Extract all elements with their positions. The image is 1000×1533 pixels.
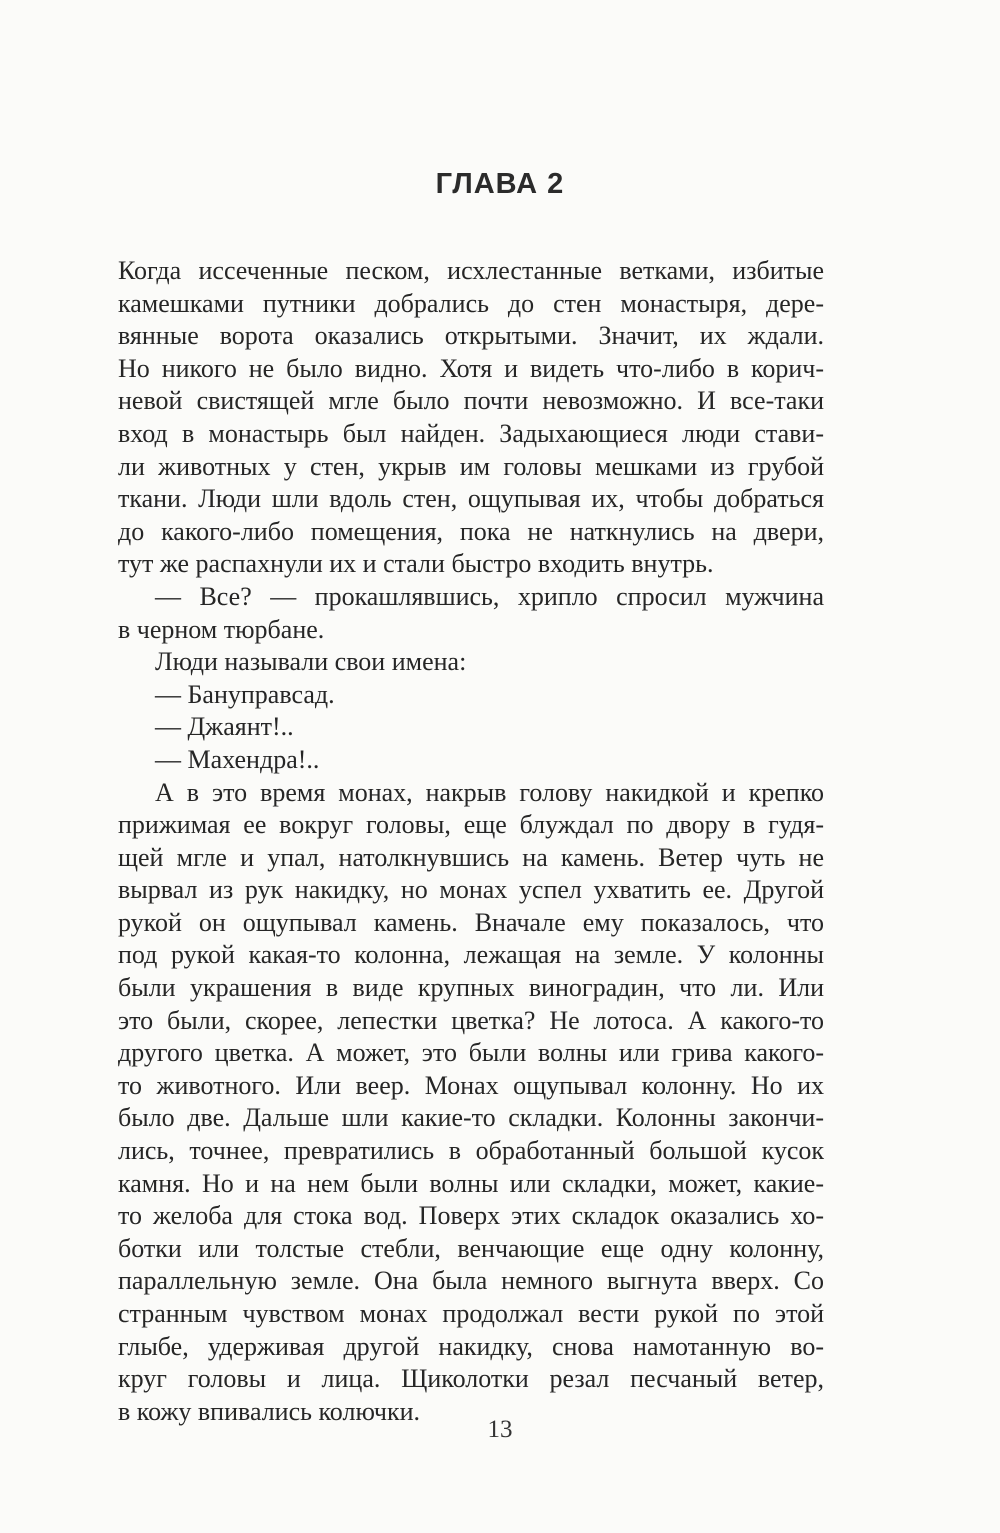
text-line: — Бануправсад. [155,679,335,709]
text-line: вход в монастырь был найден. Задыхающиеся люди стави- [118,418,824,448]
body-text [118,255,824,1428]
text-line: рукой он ощупывал камень. Вначале ему показалось, что [118,907,824,937]
text-line: глыбе, удерживая другой накидку, снова намотанную во- [118,1331,824,1361]
text-line: ли животных у стен, укрыв им головы мешками из грубой [118,451,824,481]
text-line: круг головы и лица. Щиколотки резал песчаный ветер, [118,1364,824,1394]
text-line: Когда иссеченные песком, исхлестанные ветками, избитые [118,256,824,285]
text-line: вянные ворота оказались открытыми. Значит, их ждали. [118,321,824,351]
text-line: то животного. Или веер. Монах ощупывал колонну. Но их [118,1070,824,1100]
text-line: щей мгле и упал, натолкнувшись на камень. Ветер чуть не [118,842,824,872]
text-line: было две. Дальше шли какие-то складки. Колонны закончи- [118,1103,824,1133]
text-line: невой свистящей мгле было почти невозможно. И все-таки [118,386,824,416]
text-line: — Махендра!.. [155,744,320,774]
text-line: другого цветка. А может, это были волны или грива какого- [118,1038,824,1068]
text-line: А в это время монах, накрыв голову накидкой и крепко [155,777,824,807]
text-line: странным чувством монах продолжал вести рукой по этой [118,1299,824,1328]
text-line: под рукой какая-то колонна, лежащая на земле. У колонны [118,940,824,970]
text-line: Но никого не было видно. Хотя и видеть что-либо в корич- [118,353,824,383]
text-line: лись, точнее, превратились в обработанный большой кусок [118,1136,824,1166]
chapter-title: ГЛАВА 2 [435,168,565,200]
text-line: ботки или толстые стебли, венчающие еще одну колонну, [118,1233,824,1263]
text-line: то желоба для стока вод. Поверх этих складок оказались хо- [118,1201,824,1231]
text-line: параллельную земле. Она была немного выгнута вверх. Со [118,1266,824,1296]
text-line: до какого-либо помещения, пока не наткнулись на двери, [118,516,824,546]
text-line: в кожу впивались колючки. [118,1396,420,1426]
text-line: тут же распахнули их и стали быстро входить внутрь. [118,549,714,579]
text-line: — Все? — прокашлявшись, хрипло спросил мужчина [155,581,824,611]
text-line: вырвал из рук накидку, но монах успел ухватить ее. Другой [118,875,824,905]
text-line: были украшения в виде крупных виноградин, что ли. Или [118,973,824,1003]
text-line: камня. Но и на нем были волны или складки, может, какие- [118,1168,824,1198]
page-number: 13 [487,1416,513,1443]
text-line: в черном тюрбане. [118,614,325,644]
text-line: камешками путники добрались до стен монастыря, дере- [118,288,824,318]
text-line: прижимая ее вокруг головы, еще блуждал по двору в гудя- [118,810,824,840]
text-line: это были, скорее, лепестки цветка? Не лотоса. А какого-то [118,1005,824,1035]
text-line: — Джаянт!.. [155,712,294,742]
text-line: Люди называли свои имена: [155,647,467,677]
text-line: ткани. Люди шли вдоль стен, ощупывая их, чтобы добраться [118,484,824,514]
